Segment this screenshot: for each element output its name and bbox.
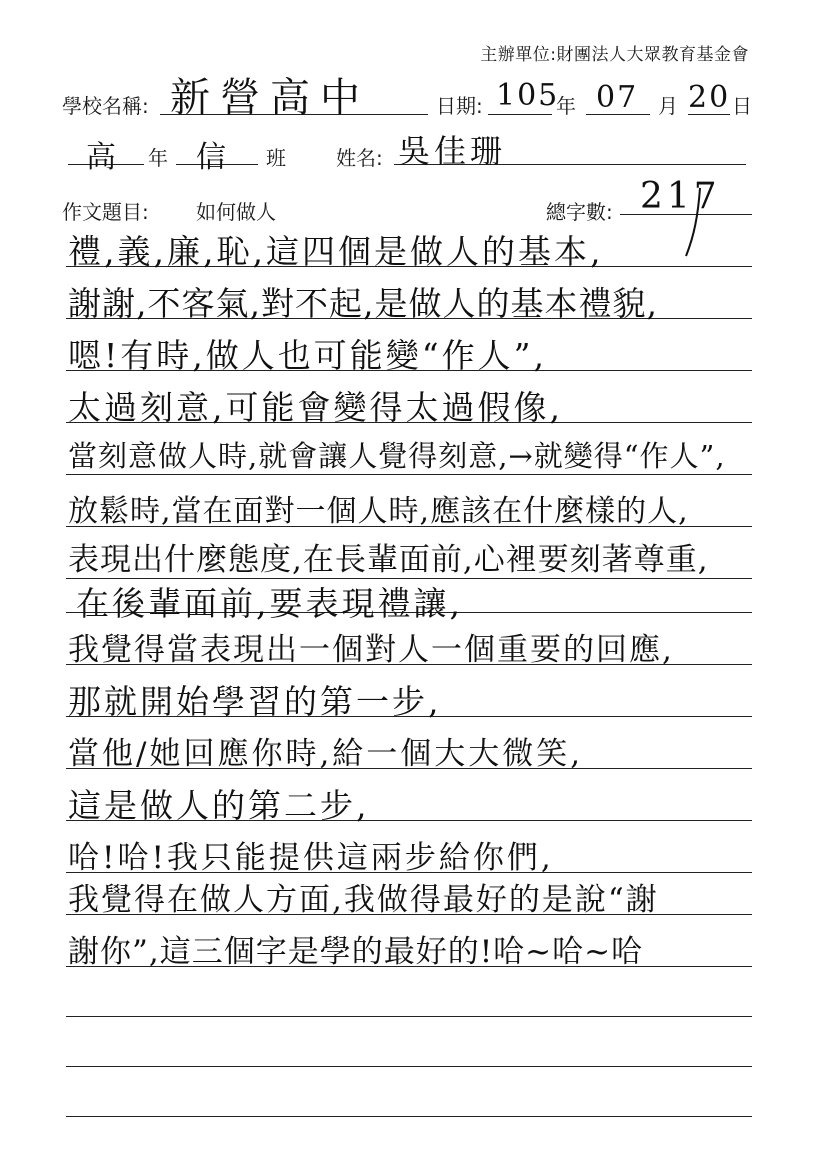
name-value: 吳佳珊 bbox=[398, 132, 507, 170]
essay-line: 我覺得在做人方面,我做得最好的是說“謝 bbox=[68, 882, 659, 918]
class-unit: 班 bbox=[266, 146, 286, 170]
essay-line: 當刻意做人時,就會讓人覺得刻意,→就變得“作人”, bbox=[68, 439, 726, 473]
month-unit: 月 bbox=[658, 94, 678, 118]
essay-line: 嗯!有時,做人也可能變“作人”, bbox=[68, 336, 547, 375]
essay-line: 這是做人的第二步, bbox=[68, 786, 370, 825]
essay-line: 那就開始學習的第一步, bbox=[68, 682, 442, 721]
topic-label: 作文題目: bbox=[62, 200, 149, 224]
year-value: 105 bbox=[496, 78, 560, 113]
essay-line: 謝你”,這三個字是學的最好的!哈~哈~哈 bbox=[68, 934, 644, 970]
essay-line: 謝謝,不客氣,對不起,是做人的基本禮貌, bbox=[68, 284, 658, 323]
school-label: 學校名稱: bbox=[62, 94, 149, 118]
school-value: 新營高中 bbox=[170, 75, 370, 121]
essay-line: 哈!哈!我只能提供這兩步給你們, bbox=[68, 840, 554, 876]
essay-line bbox=[68, 978, 758, 1017]
essay-line: 放鬆時,當在面對一個人時,應該在什麼樣的人, bbox=[68, 494, 689, 529]
year-underline bbox=[488, 114, 552, 115]
name-label: 姓名: bbox=[336, 146, 383, 170]
essay-line: 我覺得當表現出一個對人一個重要的回應, bbox=[68, 632, 674, 668]
word-count-label: 總字數: bbox=[546, 200, 613, 224]
essay-line: 太過刻意,可能會變得太過假像, bbox=[68, 388, 563, 427]
day-value: 20 bbox=[688, 80, 731, 115]
year-unit: 年 bbox=[556, 94, 576, 118]
grade-value: 高 bbox=[86, 140, 122, 175]
topic-title: 如何做人 bbox=[196, 200, 276, 224]
sponsor-line: 主辦單位:財團法人大眾教育基金會 bbox=[480, 45, 749, 65]
word-count-value: 217 bbox=[640, 176, 721, 217]
essay-line bbox=[68, 1028, 758, 1067]
essay-line bbox=[68, 1078, 758, 1117]
class-value: 信 bbox=[196, 140, 232, 175]
day-unit: 日 bbox=[732, 94, 752, 118]
month-value: 07 bbox=[596, 80, 639, 115]
essay-line: 表現出什麼態度,在長輩面前,心裡要刻著尊重, bbox=[68, 542, 709, 578]
date-label: 日期: bbox=[436, 94, 483, 118]
grade-unit: 年 bbox=[148, 146, 168, 170]
essay-line: 禮,義,廉,恥,這四個是做人的基本, bbox=[68, 232, 604, 271]
essay-line: 當他/她回應你時,給一個大大微笑, bbox=[68, 736, 584, 772]
essay-line: 在後輩面前,要表現禮讓, bbox=[76, 584, 463, 623]
